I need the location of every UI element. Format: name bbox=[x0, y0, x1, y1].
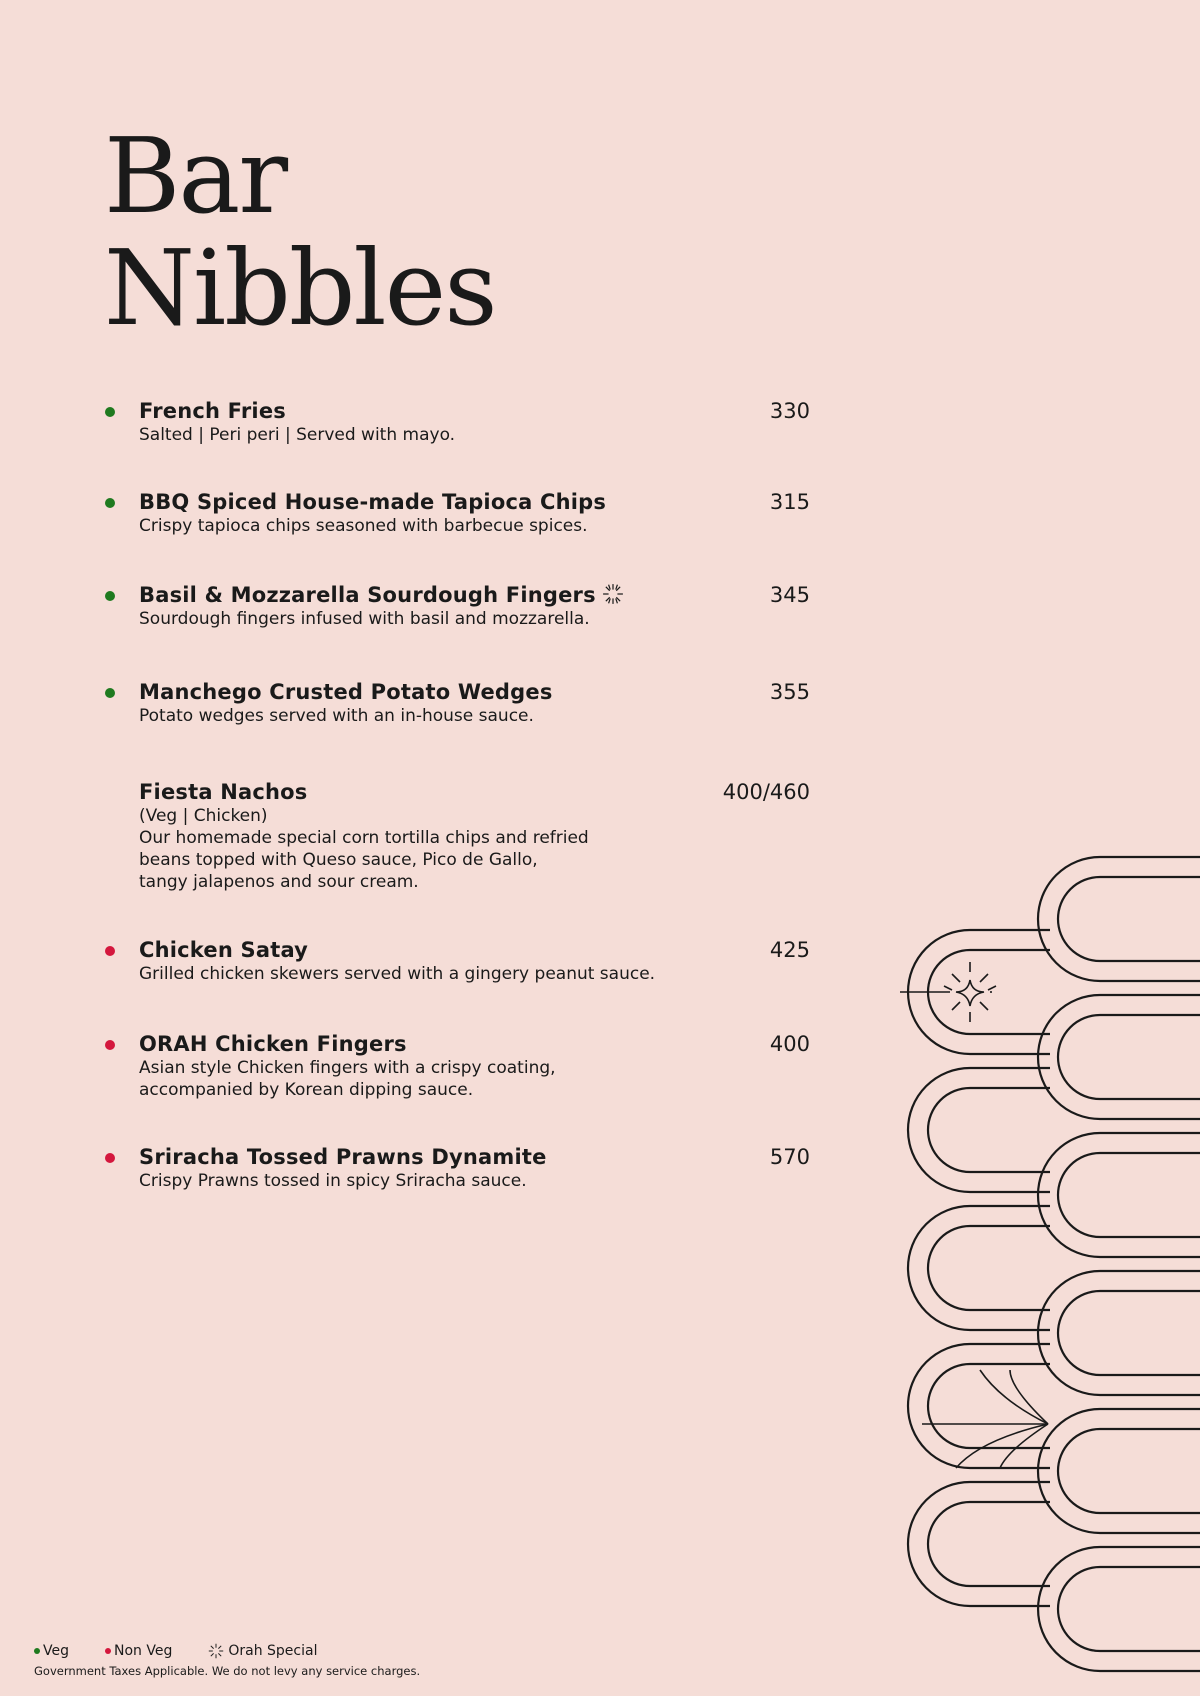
menu-item-description bbox=[139, 805, 759, 893]
menu-item-name bbox=[139, 398, 286, 424]
menu-item-price: 330 bbox=[769, 399, 810, 423]
menu-item-description-line: Our homemade special corn tortilla chips and refried bbox=[139, 828, 589, 848]
veg-dot-icon bbox=[105, 688, 115, 698]
menu-item-description bbox=[139, 1170, 759, 1192]
menu-item-name-text: Chicken Satay bbox=[139, 938, 309, 962]
menu-item-description-line: accompanied by Korean dipping sauce. bbox=[139, 1080, 474, 1100]
sparkle-icon bbox=[208, 1643, 224, 1659]
menu-item-description-line: beans topped with Queso sauce, Pico de Gallo, bbox=[139, 850, 538, 870]
menu-item-name bbox=[139, 679, 553, 705]
tax-footnote: Government Taxes Applicable. We do not levy any service charges. bbox=[34, 1664, 421, 1678]
menu-item-description-line: Potato wedges served with an in-house sauce. bbox=[139, 706, 534, 726]
legend-special-label: Orah Special bbox=[228, 1643, 318, 1659]
menu-item-description bbox=[139, 515, 759, 537]
menu-item-name-text: French Fries bbox=[139, 399, 286, 423]
veg-dot-icon bbox=[105, 498, 115, 508]
leaf-branch-icon bbox=[922, 1370, 1048, 1468]
menu-item-description-line: Crispy tapioca chips seasoned with barbecue spices. bbox=[139, 516, 588, 536]
menu-item-name bbox=[139, 1144, 547, 1170]
menu-item-description bbox=[139, 608, 759, 630]
legend bbox=[34, 1643, 353, 1659]
page-title bbox=[104, 115, 496, 349]
menu-item-description bbox=[139, 963, 759, 985]
menu-item-name bbox=[139, 489, 606, 515]
menu-item-name-text: Sriracha Tossed Prawns Dynamite bbox=[139, 1145, 547, 1169]
legend-nonveg-label: Non Veg bbox=[114, 1643, 173, 1659]
title-line-1: Bar bbox=[104, 115, 287, 237]
menu-item-price: 400/460 bbox=[722, 780, 810, 804]
legend-special bbox=[208, 1643, 317, 1659]
menu-item-name bbox=[139, 582, 624, 608]
legend-veg bbox=[34, 1643, 69, 1659]
menu-item-name-text: Manchego Crusted Potato Wedges bbox=[139, 680, 553, 704]
menu-item-description bbox=[139, 705, 759, 727]
sparkle-icon bbox=[900, 962, 996, 1022]
menu-item-price: 425 bbox=[769, 938, 810, 962]
nonveg-dot-icon bbox=[105, 1040, 115, 1050]
menu-item-price: 345 bbox=[769, 583, 810, 607]
menu-item-description-line: Asian style Chicken fingers with a crispy coating, bbox=[139, 1058, 556, 1078]
menu-item-description bbox=[139, 424, 759, 446]
sparkle-icon bbox=[602, 583, 624, 605]
menu-item-description-line: Grilled chicken skewers served with a gingery peanut sauce. bbox=[139, 964, 656, 984]
nonveg-dot-icon bbox=[105, 1648, 111, 1654]
veg-dot-icon bbox=[105, 591, 115, 601]
legend-nonveg bbox=[105, 1643, 172, 1659]
nonveg-dot-icon bbox=[105, 946, 115, 956]
menu-item-description-line: (Veg | Chicken) bbox=[139, 806, 268, 826]
menu-item-description-line: Salted | Peri peri | Served with mayo. bbox=[139, 425, 456, 445]
title-line-2: Nibbles bbox=[104, 227, 496, 349]
menu-item-name bbox=[139, 1031, 407, 1057]
menu-item-price: 315 bbox=[769, 490, 810, 514]
menu-item-price: 355 bbox=[769, 680, 810, 704]
menu-item-price: 570 bbox=[769, 1145, 810, 1169]
decorative-arch-pattern bbox=[900, 840, 1200, 1696]
menu-item-name-text: Basil & Mozzarella Sourdough Fingers bbox=[139, 583, 596, 607]
menu-item-name-text: BBQ Spiced House-made Tapioca Chips bbox=[139, 490, 607, 514]
nonveg-dot-icon bbox=[105, 1153, 115, 1163]
veg-dot-icon bbox=[105, 407, 115, 417]
menu-item-description-line: tangy jalapenos and sour cream. bbox=[139, 872, 419, 892]
menu-item-description bbox=[139, 1057, 759, 1101]
menu-item-price: 400 bbox=[769, 1032, 810, 1056]
menu-item-name-text: Fiesta Nachos bbox=[139, 780, 308, 804]
legend-veg-label: Veg bbox=[43, 1643, 69, 1659]
menu-item-name bbox=[139, 937, 308, 963]
menu-item-name-text: ORAH Chicken Fingers bbox=[139, 1032, 407, 1056]
menu-item-description-line: Crispy Prawns tossed in spicy Sriracha sauce. bbox=[139, 1171, 527, 1191]
menu-item-name bbox=[139, 779, 307, 805]
veg-dot-icon bbox=[34, 1648, 40, 1654]
menu-item-description-line: Sourdough fingers infused with basil and mozzarella. bbox=[139, 609, 590, 629]
